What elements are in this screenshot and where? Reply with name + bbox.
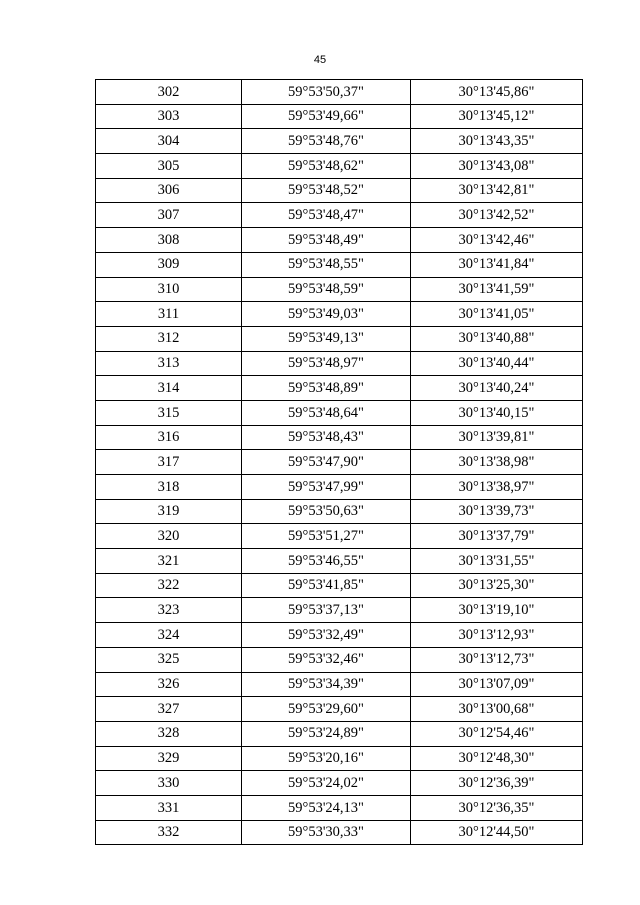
point-number-cell: 330 bbox=[96, 771, 242, 796]
table-row bbox=[96, 573, 583, 598]
table-row bbox=[96, 154, 583, 179]
table-row bbox=[96, 203, 583, 228]
table-row bbox=[96, 351, 583, 376]
point-number-cell: 314 bbox=[96, 376, 242, 401]
longitude-cell: 30°13'41,59" bbox=[411, 277, 583, 302]
point-number-cell: 315 bbox=[96, 400, 242, 425]
point-number-cell: 332 bbox=[96, 820, 242, 845]
point-number-cell: 323 bbox=[96, 598, 242, 623]
latitude-cell: 59°53'48,89" bbox=[242, 376, 411, 401]
table-row bbox=[96, 795, 583, 820]
latitude-cell: 59°53'29,60" bbox=[242, 697, 411, 722]
longitude-cell: 30°13'42,81" bbox=[411, 178, 583, 203]
table-row bbox=[96, 623, 583, 648]
longitude-cell: 30°13'12,93" bbox=[411, 623, 583, 648]
table-row bbox=[96, 302, 583, 327]
point-number-cell: 326 bbox=[96, 672, 242, 697]
longitude-cell: 30°13'42,46" bbox=[411, 228, 583, 253]
longitude-cell: 30°13'41,84" bbox=[411, 252, 583, 277]
latitude-cell: 59°53'47,90" bbox=[242, 450, 411, 475]
coordinates-table bbox=[95, 79, 583, 845]
latitude-cell: 59°53'24,89" bbox=[242, 721, 411, 746]
table-row bbox=[96, 252, 583, 277]
latitude-cell: 59°53'48,55" bbox=[242, 252, 411, 277]
longitude-cell: 30°12'36,35" bbox=[411, 795, 583, 820]
latitude-cell: 59°53'24,02" bbox=[242, 771, 411, 796]
table-row bbox=[96, 400, 583, 425]
longitude-cell: 30°13'40,88" bbox=[411, 326, 583, 351]
latitude-cell: 59°53'30,33" bbox=[242, 820, 411, 845]
point-number-cell: 308 bbox=[96, 228, 242, 253]
point-number-cell: 313 bbox=[96, 351, 242, 376]
latitude-cell: 59°53'48,64" bbox=[242, 400, 411, 425]
longitude-cell: 30°13'45,12" bbox=[411, 104, 583, 129]
table-row bbox=[96, 499, 583, 524]
point-number-cell: 321 bbox=[96, 549, 242, 574]
latitude-cell: 59°53'50,37" bbox=[242, 80, 411, 105]
point-number-cell: 328 bbox=[96, 721, 242, 746]
longitude-cell: 30°13'40,24" bbox=[411, 376, 583, 401]
latitude-cell: 59°53'48,62" bbox=[242, 154, 411, 179]
point-number-cell: 322 bbox=[96, 573, 242, 598]
longitude-cell: 30°12'36,39" bbox=[411, 771, 583, 796]
table-row bbox=[96, 820, 583, 845]
latitude-cell: 59°53'48,59" bbox=[242, 277, 411, 302]
longitude-cell: 30°13'40,44" bbox=[411, 351, 583, 376]
table-row bbox=[96, 80, 583, 105]
longitude-cell: 30°13'41,05" bbox=[411, 302, 583, 327]
table-row bbox=[96, 697, 583, 722]
latitude-cell: 59°53'32,49" bbox=[242, 623, 411, 648]
point-number-cell: 310 bbox=[96, 277, 242, 302]
point-number-cell: 311 bbox=[96, 302, 242, 327]
latitude-cell: 59°53'48,49" bbox=[242, 228, 411, 253]
longitude-cell: 30°12'48,30" bbox=[411, 746, 583, 771]
latitude-cell: 59°53'24,13" bbox=[242, 795, 411, 820]
point-number-cell: 317 bbox=[96, 450, 242, 475]
latitude-cell: 59°53'32,46" bbox=[242, 647, 411, 672]
table-row bbox=[96, 549, 583, 574]
longitude-cell: 30°13'45,86" bbox=[411, 80, 583, 105]
point-number-cell: 329 bbox=[96, 746, 242, 771]
longitude-cell: 30°13'42,52" bbox=[411, 203, 583, 228]
table-row bbox=[96, 376, 583, 401]
table-row bbox=[96, 425, 583, 450]
latitude-cell: 59°53'48,52" bbox=[242, 178, 411, 203]
latitude-cell: 59°53'48,43" bbox=[242, 425, 411, 450]
point-number-cell: 325 bbox=[96, 647, 242, 672]
latitude-cell: 59°53'49,03" bbox=[242, 302, 411, 327]
point-number-cell: 316 bbox=[96, 425, 242, 450]
table-row bbox=[96, 178, 583, 203]
table-row bbox=[96, 228, 583, 253]
latitude-cell: 59°53'20,16" bbox=[242, 746, 411, 771]
latitude-cell: 59°53'48,76" bbox=[242, 129, 411, 154]
longitude-cell: 30°13'43,08" bbox=[411, 154, 583, 179]
latitude-cell: 59°53'41,85" bbox=[242, 573, 411, 598]
latitude-cell: 59°53'51,27" bbox=[242, 524, 411, 549]
longitude-cell: 30°13'39,73" bbox=[411, 499, 583, 524]
latitude-cell: 59°53'48,47" bbox=[242, 203, 411, 228]
longitude-cell: 30°13'19,10" bbox=[411, 598, 583, 623]
longitude-cell: 30°13'07,09" bbox=[411, 672, 583, 697]
table-row bbox=[96, 129, 583, 154]
table-row bbox=[96, 524, 583, 549]
table-row bbox=[96, 475, 583, 500]
table-row bbox=[96, 647, 583, 672]
point-number-cell: 309 bbox=[96, 252, 242, 277]
point-number-cell: 304 bbox=[96, 129, 242, 154]
point-number-cell: 331 bbox=[96, 795, 242, 820]
table-row bbox=[96, 326, 583, 351]
latitude-cell: 59°53'47,99" bbox=[242, 475, 411, 500]
point-number-cell: 305 bbox=[96, 154, 242, 179]
point-number-cell: 312 bbox=[96, 326, 242, 351]
longitude-cell: 30°13'00,68" bbox=[411, 697, 583, 722]
table-row bbox=[96, 721, 583, 746]
latitude-cell: 59°53'34,39" bbox=[242, 672, 411, 697]
longitude-cell: 30°13'31,55" bbox=[411, 549, 583, 574]
table-row bbox=[96, 771, 583, 796]
latitude-cell: 59°53'48,97" bbox=[242, 351, 411, 376]
table-row bbox=[96, 104, 583, 129]
page-number: 45 bbox=[313, 54, 327, 66]
longitude-cell: 30°13'12,73" bbox=[411, 647, 583, 672]
table-row bbox=[96, 672, 583, 697]
longitude-cell: 30°13'38,98" bbox=[411, 450, 583, 475]
point-number-cell: 319 bbox=[96, 499, 242, 524]
point-number-cell: 320 bbox=[96, 524, 242, 549]
longitude-cell: 30°13'37,79" bbox=[411, 524, 583, 549]
longitude-cell: 30°13'25,30" bbox=[411, 573, 583, 598]
longitude-cell: 30°13'43,35" bbox=[411, 129, 583, 154]
latitude-cell: 59°53'46,55" bbox=[242, 549, 411, 574]
longitude-cell: 30°13'40,15" bbox=[411, 400, 583, 425]
point-number-cell: 303 bbox=[96, 104, 242, 129]
longitude-cell: 30°12'44,50" bbox=[411, 820, 583, 845]
table-row bbox=[96, 746, 583, 771]
point-number-cell: 318 bbox=[96, 475, 242, 500]
longitude-cell: 30°13'38,97" bbox=[411, 475, 583, 500]
latitude-cell: 59°53'49,66" bbox=[242, 104, 411, 129]
coordinates-table-body bbox=[96, 80, 583, 845]
latitude-cell: 59°53'37,13" bbox=[242, 598, 411, 623]
point-number-cell: 307 bbox=[96, 203, 242, 228]
point-number-cell: 306 bbox=[96, 178, 242, 203]
latitude-cell: 59°53'50,63" bbox=[242, 499, 411, 524]
table-row bbox=[96, 598, 583, 623]
longitude-cell: 30°12'54,46" bbox=[411, 721, 583, 746]
point-number-cell: 302 bbox=[96, 80, 242, 105]
latitude-cell: 59°53'49,13" bbox=[242, 326, 411, 351]
point-number-cell: 327 bbox=[96, 697, 242, 722]
table-row bbox=[96, 277, 583, 302]
table-row bbox=[96, 450, 583, 475]
point-number-cell: 324 bbox=[96, 623, 242, 648]
longitude-cell: 30°13'39,81" bbox=[411, 425, 583, 450]
